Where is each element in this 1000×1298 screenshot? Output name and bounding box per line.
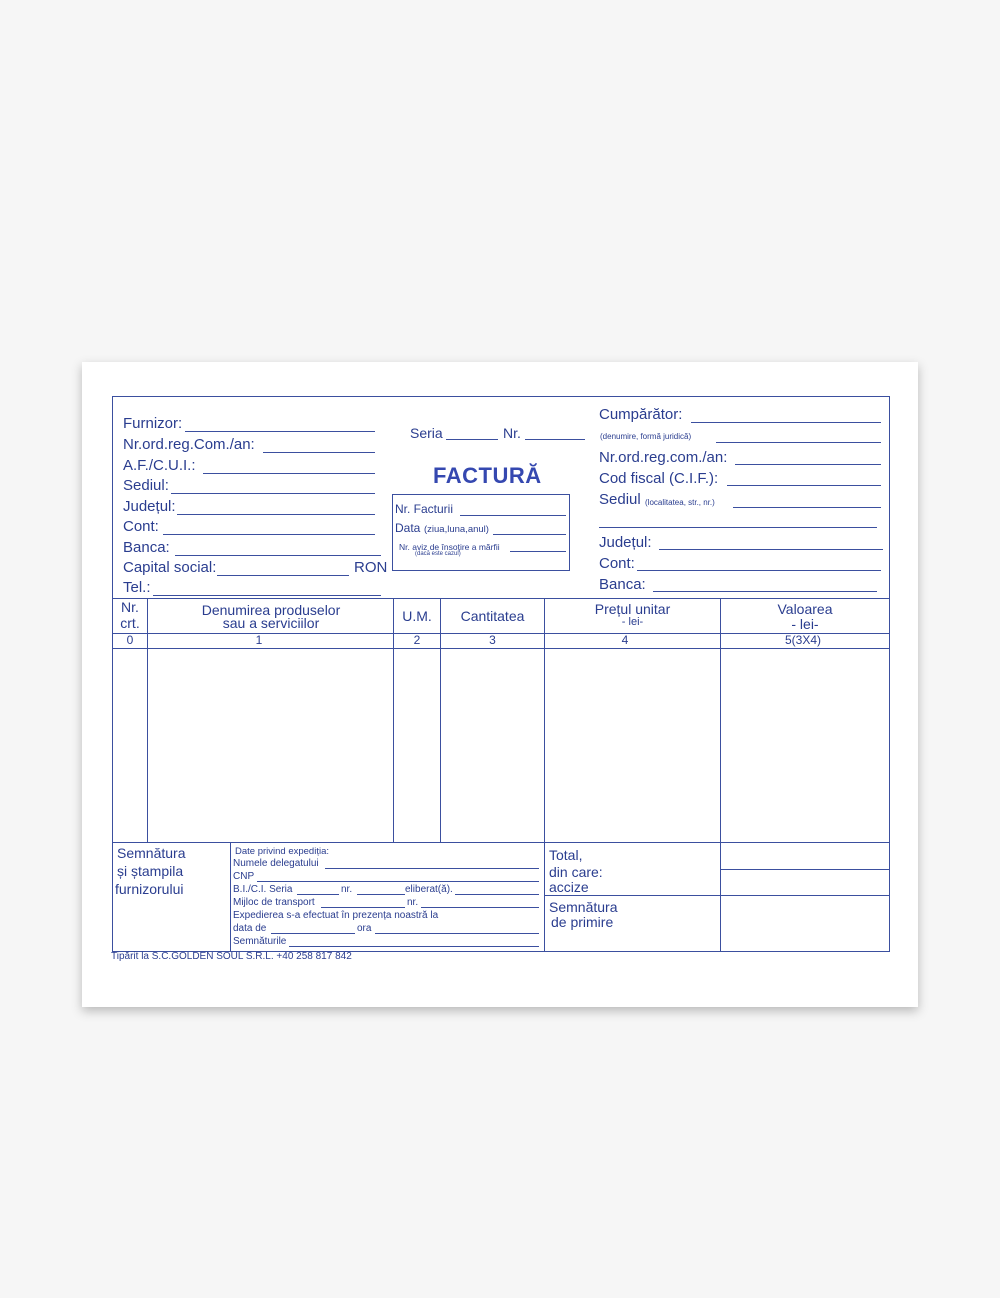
- shipping-delegate-label: Numele delegatului: [233, 858, 319, 869]
- buyer-reg-label: Nr.ord.reg.com./an:: [599, 449, 728, 466]
- col-nr-label: Nr.: [121, 599, 139, 615]
- shipping-id-issued-line: [455, 894, 539, 895]
- col-value-label: Valoarea: [777, 601, 833, 617]
- supplier-reg-line: [263, 452, 375, 453]
- number-line: [525, 439, 585, 440]
- index-2: 2: [413, 633, 421, 647]
- buyer-bank-line: [653, 591, 877, 592]
- buyer-name-line: [716, 442, 881, 443]
- total-label-1: Total,: [549, 847, 583, 863]
- footer-signature-divider: [544, 895, 889, 896]
- receipt-sign-1: Semnătura: [549, 899, 618, 915]
- supplier-address-label: Sediul:: [123, 477, 169, 494]
- supplier-county-label: Județul:: [123, 498, 176, 515]
- footer-divider-1: [230, 842, 231, 951]
- supplier-sign-2: și ștampila: [117, 863, 184, 879]
- shipping-signatures-label: Semnăturile: [233, 936, 287, 947]
- invoice-number-line: [460, 515, 566, 516]
- col-unit-price-label: Prețul unitar: [594, 601, 671, 617]
- buyer-line: [691, 422, 881, 423]
- supplier-line: [185, 431, 375, 432]
- buyer-account-label: Cont:: [599, 555, 635, 572]
- buyer-bank-label: Banca:: [599, 576, 646, 593]
- col-crt-label: crt.: [120, 615, 140, 631]
- shipping-transport-line: [321, 907, 405, 908]
- supplier-phone-line: [153, 595, 381, 596]
- shipping-title: Date privind expediția:: [235, 846, 329, 857]
- col-quantity-label: Cantitatea: [460, 608, 525, 624]
- shipping-transport-nr-label: nr.: [407, 897, 419, 908]
- invoice-date-label: Data: [395, 521, 421, 535]
- invoice-aviz-note: (dacă este cazul): [415, 551, 461, 557]
- index-0: 0: [126, 633, 134, 647]
- buyer-address-line: [733, 507, 881, 508]
- supplier-address-line: [171, 493, 375, 494]
- buyer-reg-line: [735, 464, 881, 465]
- col-divider-5: [720, 598, 721, 951]
- table-top-border: [113, 598, 889, 599]
- index-3: 3: [489, 633, 496, 647]
- buyer-address-note: (localitatea, str., nr.): [645, 498, 715, 507]
- col-divider-4: [544, 598, 545, 951]
- supplier-bank-line: [175, 555, 381, 556]
- series-line: [446, 439, 498, 440]
- shipping-cnp-label: CNP: [233, 871, 255, 882]
- buyer-label: Cumpărător:: [599, 406, 683, 423]
- col-divider-1: [147, 598, 148, 842]
- shipping-id-nr-label: nr.: [341, 884, 353, 895]
- buyer-county-line: [659, 549, 883, 550]
- supplier-account-line: [163, 534, 375, 535]
- shipping-time-label: ora: [357, 923, 372, 934]
- footer-total-divider: [720, 869, 889, 870]
- table-index-border: [113, 648, 889, 649]
- invoice-aviz-line: [510, 551, 566, 552]
- index-5: 5(3X4): [784, 633, 822, 647]
- invoice-aviz-label: Nr. aviz de însoțire a mărfii: [399, 542, 500, 552]
- supplier-sign-1: Semnătura: [117, 845, 186, 861]
- invoice-number-label: Nr. Facturii: [395, 502, 454, 516]
- invoice-details-box: [392, 494, 570, 571]
- shipping-cnp-line: [257, 881, 539, 882]
- supplier-cui-label: A.F./C.U.I.:: [123, 457, 196, 474]
- supplier-phone-label: Tel.:: [123, 579, 151, 596]
- shipping-transport-label: Mijloc de transport: [233, 897, 315, 908]
- total-label-2: din care:: [549, 864, 603, 880]
- supplier-sign-3: furnizorului: [115, 881, 184, 897]
- buyer-address-line-2: [599, 527, 877, 528]
- buyer-address-label: Sediul: [599, 491, 641, 508]
- shipping-time-line: [375, 933, 539, 934]
- shipping-presence-text: Expedierea s-a efectuat în prezența noastră la: [233, 910, 439, 921]
- printer-note: Tipărit la S.C.GOLDEN SOUL S.R.L. +40 258 817 842: [111, 951, 352, 962]
- supplier-label: Furnizor:: [123, 415, 183, 432]
- index-1: 1: [255, 633, 263, 647]
- supplier-cui-line: [203, 473, 375, 474]
- buyer-cif-line: [727, 485, 881, 486]
- supplier-bank-label: Banca:: [123, 539, 170, 556]
- invoice-form: [112, 396, 890, 952]
- supplier-reg-label: Nr.ord.reg.Com./an:: [123, 436, 255, 453]
- buyer-account-line: [637, 570, 881, 571]
- supplier-currency: RON: [354, 559, 388, 576]
- buyer-name-note: (denumire, formă juridică): [600, 432, 692, 441]
- invoice-sheet: [82, 362, 918, 1007]
- series-label: Seria: [410, 425, 443, 441]
- supplier-account-label: Cont:: [123, 518, 159, 535]
- shipping-transport-nr-line: [421, 907, 539, 908]
- invoice-date-note: (ziua,luna,anul): [424, 524, 489, 535]
- total-label-3: accize: [549, 879, 589, 895]
- supplier-county-line: [177, 514, 375, 515]
- col-unit-price-unit: - lei-: [621, 616, 644, 628]
- shipping-id-label: B.I./C.I. Seria: [233, 884, 293, 895]
- shipping-id-series-line: [297, 894, 339, 895]
- col-um-label: U.M.: [402, 608, 432, 624]
- number-label: Nr.: [503, 425, 521, 441]
- col-value-unit: - lei-: [791, 616, 819, 632]
- shipping-id-issued-label: eliberat(ă).: [405, 884, 453, 895]
- index-4: 4: [621, 633, 629, 647]
- invoice-title: FACTURĂ: [433, 463, 542, 488]
- invoice-date-line: [493, 534, 566, 535]
- shipping-date-label: data de: [233, 923, 267, 934]
- buyer-county-label: Județul:: [599, 534, 652, 551]
- supplier-capital-line: [217, 575, 349, 576]
- shipping-id-nr-line: [357, 894, 405, 895]
- shipping-signatures-line: [289, 946, 539, 947]
- shipping-date-line: [271, 933, 355, 934]
- supplier-capital-label: Capital social:: [123, 559, 217, 576]
- receipt-sign-2: de primire: [551, 914, 614, 930]
- shipping-delegate-line: [325, 868, 539, 869]
- col-product-label-2: sau a serviciilor: [222, 615, 320, 631]
- col-product-label: Denumirea produselor: [201, 602, 341, 618]
- buyer-cif-label: Cod fiscal (C.I.F.):: [599, 470, 719, 487]
